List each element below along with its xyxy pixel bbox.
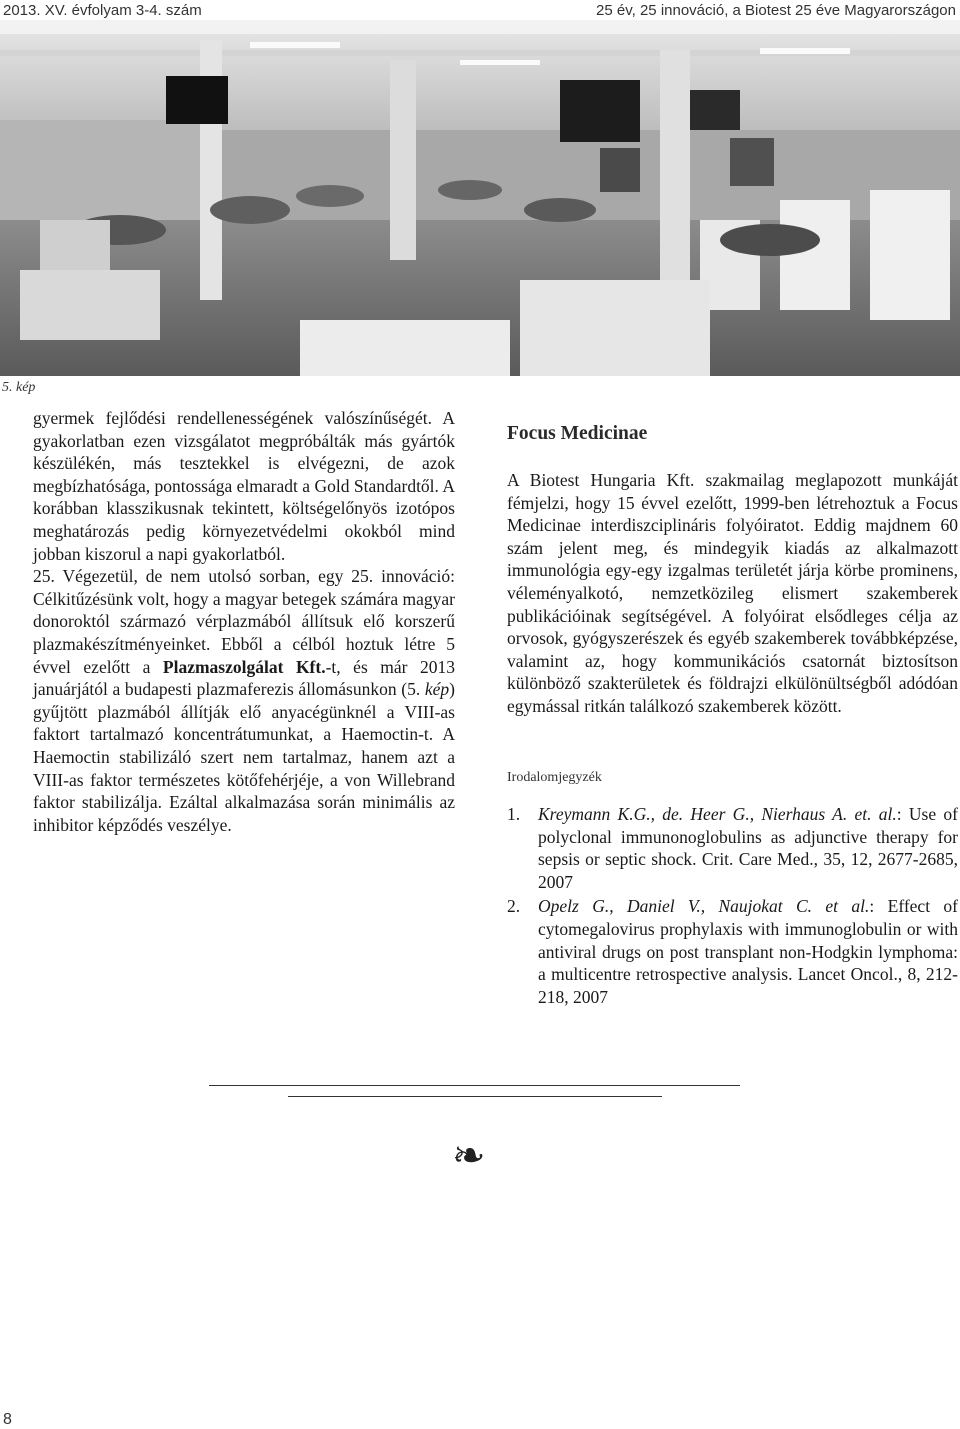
reference-item: 2. Opelz G., Daniel V., Naujokat C. et al.: Effect of cytomegalovirus prophylaxis with immunoglobulin or with antiviral drugs on post transplant non-Hodgkin lymphoma: a multicentre retrospective analysis. Lancet Oncol., 8, 212-218, 2007 — [507, 896, 958, 1007]
left-column — [33, 407, 455, 836]
reference-authors: Kreymann K.G., de. Heer G., Nierhaus A. et. al. — [538, 804, 897, 824]
fleuron-icon: ❧ — [452, 1133, 486, 1179]
paragraph: 25. Végezetül, de nem utolsó sorban, egy 25. innováció: Célkitűzésünk volt, hogy a magyar betegek számára magyar donoroktól származó vérplazmából állítsuk elő korszerű plazmakészítményeinket. Ebből a célból hoztuk létre 5 évvel ezelőtt a Plazmaszolgálat Kft.-t, és már 2013 januárjától a budapesti plazmaferezis állomásunkon (5. kép) gyűjtött plazmából állítják elő anyacégünknél a VIII-as faktort tartalmazó koncentrátumunkat, a Haemoctin-t. A Haemoctin stabilizáló szert nem tartalmaz, hanem azt a VIII-as faktor természetes kötőfehérjéje, a von Willebrand faktor stabilizálja. Ezáltal alkalmazása során minimális az inhibitor képződés veszélye. — [33, 566, 456, 835]
reference-item: 1. Kreymann K.G., de. Heer G., Nierhaus A. et. al.: Use of polyclonal immunonoglobulins as adjunctive therapy for sepsis or septic shock. Crit. Care Med., 35, 12, 2677-2685, 2007 — [507, 804, 958, 892]
paragraph: gyermek fejlődési rendellenességének valószínűségét. A gyakorlatban ezen vizsgálatot megpróbálták más gyártók készülékén, más tesztekkel is elvégezni, de azok megbízhatósága, pontossága elmaradt a Gold Standardtől. A korábban klasszikusnak tekintett, költségelőnyös izotópos meghatározás pedig környezetvédelmi okokból mind jobban kiszorul a napi gyakorlatból. — [33, 408, 455, 564]
issue-title: 25 év, 25 innováció, a Biotest 25 éve Magyarországon — [596, 2, 956, 19]
plasmapheresis-station-photo — [0, 20, 960, 376]
photo-caption: 5. kép — [2, 380, 36, 395]
right-column — [507, 469, 958, 718]
section-heading: Focus Medicinae — [507, 423, 648, 444]
page-number: 8 — [3, 1411, 12, 1428]
reference-authors: Opelz G., Daniel V., Naujokat C. et al. — [538, 896, 870, 917]
bibliography-heading: Irodalomjegyzék — [507, 770, 602, 785]
company-name: Plazmaszolgálat Kft. — [162, 656, 326, 677]
paragraph: A Biotest Hungaria Kft. szakmailag meglapozott munkáját fémjelzi, hogy 15 évvel ezelőtt, 1999-ben létrehoztuk a Focus Medicinae interdiszciplináris folyóiratot. Eddig majdnem 60 szám jelent meg, és mindegyik kiadás az alkalmazott immunológia egy-egy izgalmas területét járja körbe prominens, véleményalkotó, nemzetközileg elismert szakemberek publikációinak segítségével. A folyóirat elsődleges célja az orvosok, gyógyszerészek és egyéb szakemberek továbbképzése, valamint az, hogy kommunikációs csatornát biztosítson különböző szakterületek és földrajzi elkülönültségből adódóan egymással ritkán találkozó szakemberek között. — [507, 470, 958, 716]
divider-line — [209, 1085, 740, 1086]
divider-line — [288, 1096, 662, 1097]
journal-issue: 2013. XV. évfolyam 3-4. szám — [3, 2, 202, 19]
reference-list — [507, 803, 958, 1010]
running-header — [0, 0, 960, 18]
